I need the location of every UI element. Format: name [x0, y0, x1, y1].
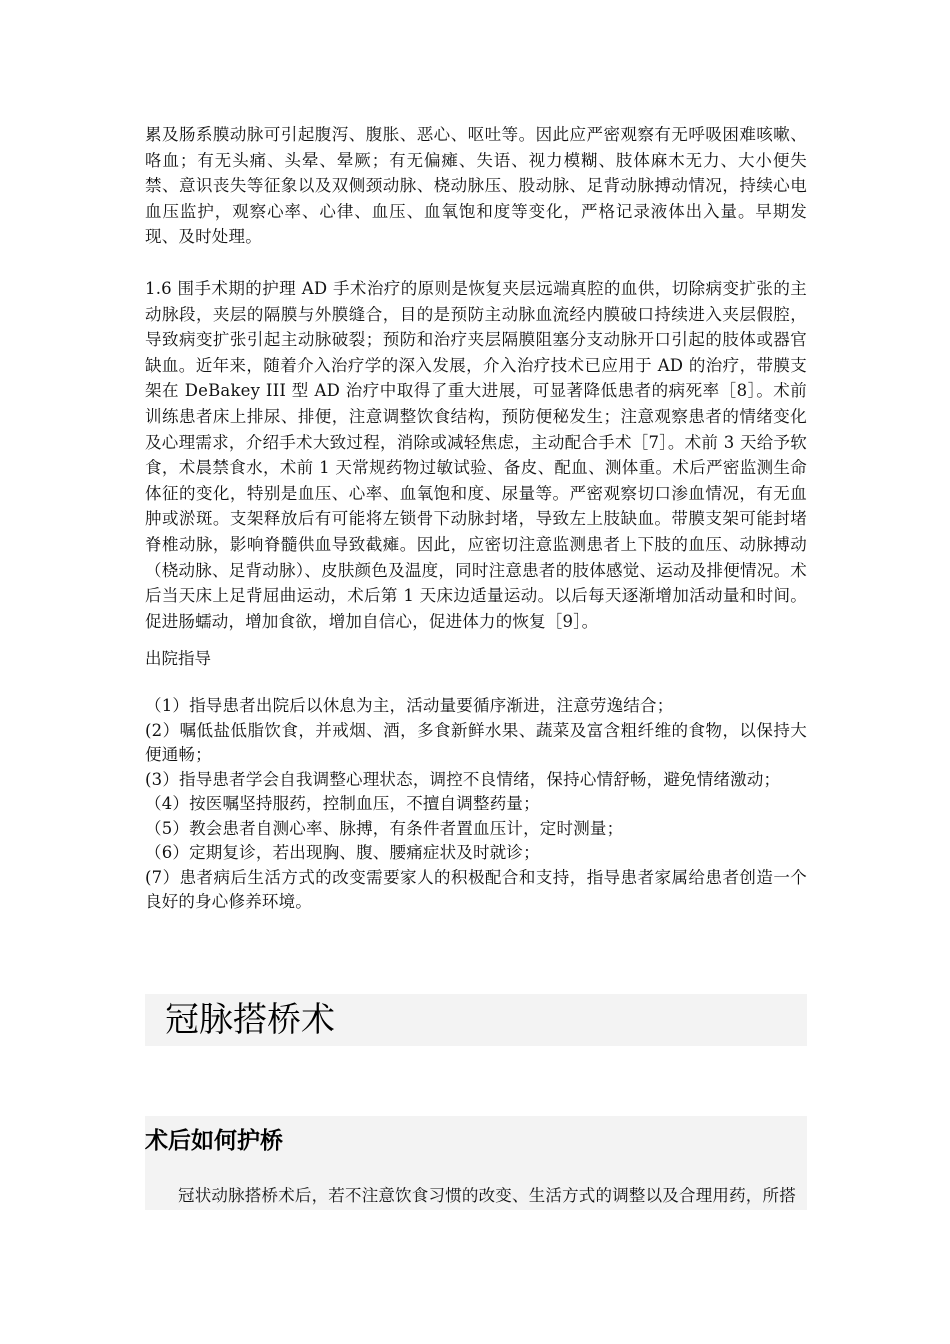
paragraph-symptom-monitoring: 累及肠系膜动脉可引起腹泻、腹胀、恶心、呕吐等。因此应严密观察有无呼吸困难咳嗽、咯血；有无头痛、头晕、晕厥；有无偏瘫、失语、视力模糊、肢体麻木无力、大小便失禁、意识丧失等征象以及双侧颈动脉、桡动脉压、股动脉、足背动脉搏动情况，持续心电血压监护，观察心率、心律、血压、血氧饱和度等变化，严格记录液体出入量。早期发现、及时处理。 [145, 125, 807, 247]
paragraph-graft-care-intro: 冠状动脉搭桥术后，若不注意饮食习惯的改变、生活方式的调整以及合理用药，所搭 [178, 1186, 796, 1205]
heading-2-band [145, 1116, 807, 1210]
heading-graft-care: 术后如何护桥 [145, 1128, 283, 1154]
list-item: （4）按医嘱坚持服药，控制血压，不擅自调整药量； [145, 794, 540, 814]
list-item: （5）教会患者自测心率、脉搏，有条件者置血压计，定时测量； [145, 818, 624, 838]
heading-1-band [145, 994, 807, 1046]
list-item: （1）指导患者出院后以休息为主，活动量要循序渐进，注意劳逸结合； [145, 696, 674, 716]
spacer [145, 671, 807, 694]
spacer [145, 250, 807, 276]
spacer [145, 634, 807, 647]
document-body [145, 122, 807, 915]
paragraph-perioperative-care: 1.6 围手术期的护理 AD 手术治疗的原则是恢复夹层远端真腔的血供，切除病变扩张的主动脉段，夹层的隔膜与外膜缝合，目的是预防主动脉血流经内膜破口持续进入夹层假腔，导致病变扩张引起主动脉破裂；预防和治疗夹层隔膜阻塞分支动脉开口引起的肢体或器官缺血。近年来，随着介入治疗学的深入发展，介入治疗技术已应用于 AD 的治疗，带膜支架在 DeBakey III 型 AD 治疗中取得了重大进展，可显著降低患者的病死率［8］。术前训练患者床上排尿、排便，注意调整饮食结构，预防便秘发生；注意观察患者的情绪变化及心理需求，介绍手术大致过程，消除或减轻焦虑，主动配合手术［7］。术前 3 天给予软食，术晨禁食水，术前 1 天常规药物过敏试验、备皮、配血、测体重。术后严密监测生命体征的变化，特别是血压、心率、血氧饱和度、尿量等。严密观察切口渗血情况，有无血肿或淤斑。支架释放后有可能将左锁骨下动脉封堵，导致左上肢缺血。带膜支架可能封堵脊椎动脉，影响脊髓供血导致截瘫。因此，应密切注意监测患者上下肢的血压、动脉搏动（桡动脉、足背动脉）、皮肤颜色及温度，同时注意患者的肢体感觉、运动及排便情况。术后当天床上足背屈曲运动，术后第 1 天床边适量运动。以后每天逐渐增加活动量和时间。促进肠蠕动，增加食欲，增加自信心，促进体力的恢复［9］。 [145, 278, 807, 631]
list-item: （6）定期复诊，若出现胸、腹、腰痛症状及时就诊； [145, 843, 540, 863]
list-item: (7）患者病后生活方式的改变需要家人的积极配合和支持，指导患者家属给患者创造一个良好的身心修养环境。 [145, 867, 807, 912]
discharge-guidance-heading: 出院指导 [145, 649, 211, 669]
list-item: (2）嘱低盐低脂饮食，并戒烟、酒，多食新鲜水果、蔬菜及富含粗纤维的食物，以保持大便通畅； [145, 720, 807, 765]
discharge-guidance-list [145, 694, 807, 915]
list-item: (3）指导患者学会自我调整心理状态，调控不良情绪，保持心情舒畅，避免情绪激动； [145, 769, 781, 789]
heading-cabg: 冠脉搭桥术 [165, 1000, 335, 1040]
